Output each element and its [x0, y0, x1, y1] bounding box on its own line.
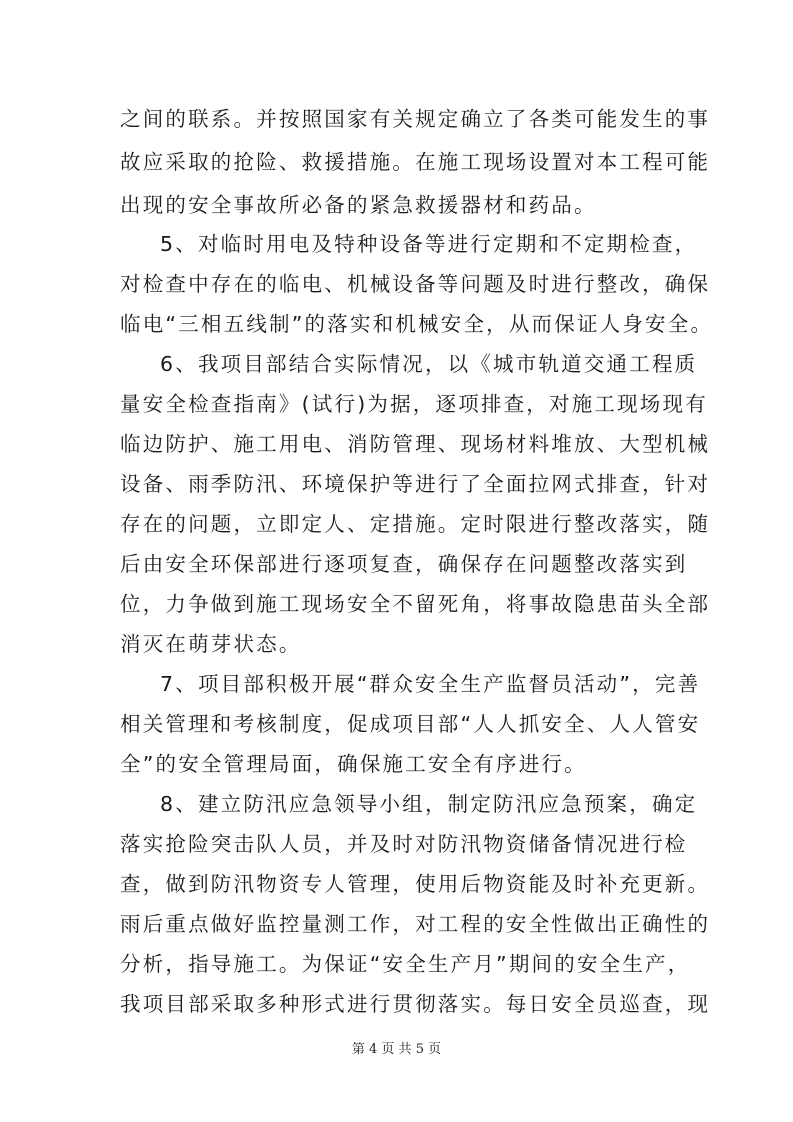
body-line: 全”的安全管理局面，确保施工安全有序进行。 [120, 752, 587, 776]
body-line: 位，力争做到施工现场安全不留死角，将事故隐患苗头全部 [120, 592, 711, 616]
body-line: 落实抢险突击队人员，并及时对防汛物资储备情况进行检 [120, 832, 688, 856]
paragraph-6-first-line: 6、我项目部结合实际情况，以《城市轨道交通工程质 [160, 352, 698, 376]
page-number-footer: 第 4 页 共 5 页 [351, 1042, 442, 1057]
body-line: 临电“三相五线制”的落实和机械安全，从而保证人身安全。 [120, 312, 714, 336]
body-line: 后由安全环保部进行逐项复查，确保存在问题整改落实到 [120, 552, 688, 576]
body-line: 量安全检查指南》(试行)为据，逐项排查，对施工现场现有 [120, 392, 708, 416]
body-line: 之间的联系。并按照国家有关规定确立了各类可能发生的事 [120, 107, 711, 131]
paragraph-7-first-line: 7、项目部积极开展“群众安全生产监督员活动”，完善 [160, 672, 701, 696]
body-line: 故应采取的抢险、救援措施。在施工现场设置对本工程可能 [120, 150, 711, 174]
body-line: 消灭在萌芽状态。 [120, 632, 302, 656]
body-line: 分析，指导施工。为保证“安全生产月”期间的安全生产， [120, 952, 691, 976]
body-line: 临边防护、施工用电、消防管理、现场材料堆放、大型机械 [120, 432, 711, 456]
body-line: 对检查中存在的临电、机械设备等问题及时进行整改，确保 [120, 272, 711, 296]
body-line: 我项目部采取多种形式进行贯彻落实。每日安全员巡查，现 [120, 992, 711, 1016]
body-line: 雨后重点做好监控量测工作，对工程的安全性做出正确性的 [120, 912, 711, 936]
paragraph-5-first-line: 5、对临时用电及特种设备等进行定期和不定期检查， [160, 232, 698, 256]
body-line: 存在的问题，立即定人、定措施。定时限进行整改落实，随 [120, 512, 711, 536]
body-line: 出现的安全事故所必备的紧急救援器材和药品。 [120, 193, 597, 217]
body-line: 设备、雨季防汛、环境保护等进行了全面拉网式排查，针对 [120, 472, 711, 496]
paragraph-8-first-line: 8、建立防汛应急领导小组，制定防汛应急预案，确定 [160, 792, 698, 816]
body-line: 相关管理和考核制度，促成项目部“人人抓安全、人人管安 [120, 712, 701, 736]
body-line: 查，做到防汛物资专人管理，使用后物资能及时补充更新。 [120, 872, 711, 896]
